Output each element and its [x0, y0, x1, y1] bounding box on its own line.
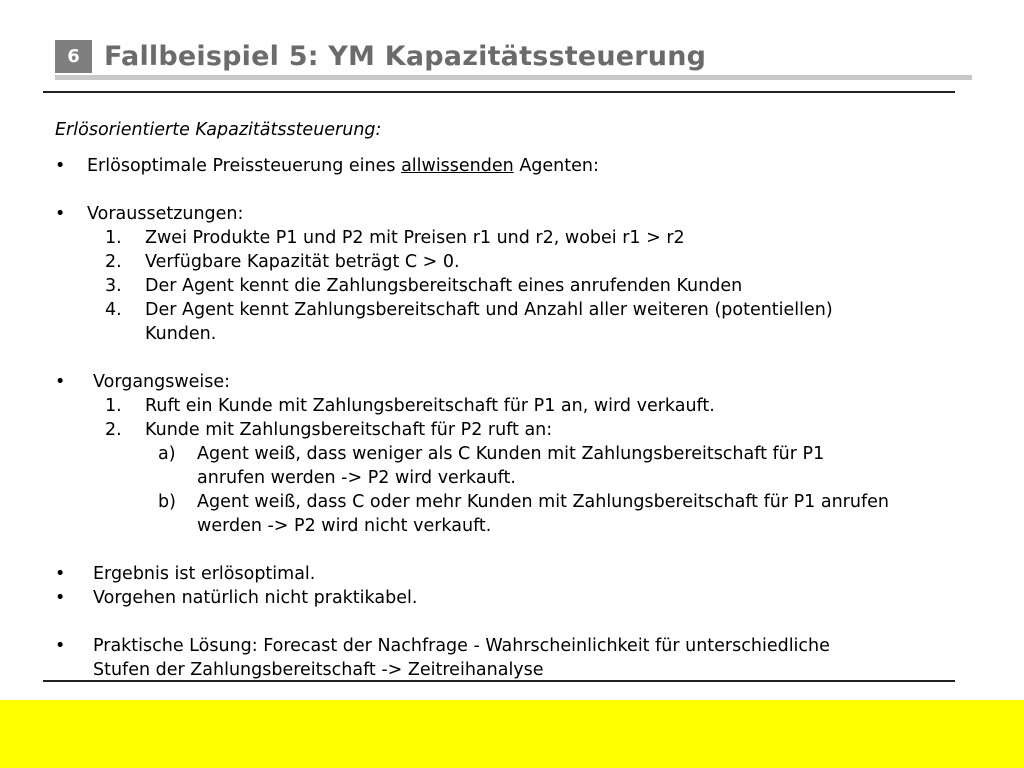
sub-list-continuation: werden -> P2 wird nicht verkauft.: [197, 516, 492, 536]
underlined-word: allwissenden: [401, 156, 514, 176]
bullet-marker: •: [55, 204, 66, 224]
sub-list-item: [55, 490, 995, 514]
list-item: [55, 226, 995, 250]
list-number: 1.: [105, 396, 122, 416]
sub-list-text: Agent weiß, dass weniger als C Kunden mit Zahlungsbereitschaft für P1: [197, 444, 825, 464]
top-divider: [43, 91, 955, 93]
list-number: 2.: [105, 252, 122, 272]
bullet-marker: •: [55, 588, 66, 608]
bullet-marker: •: [55, 564, 66, 584]
bullet-marker: •: [55, 636, 66, 656]
sub-list-item: [55, 442, 995, 466]
bullet-text: Voraussetzungen:: [87, 204, 244, 224]
bullet-marker: •: [55, 156, 66, 176]
list-item: [55, 250, 995, 274]
list-text: Zwei Produkte P1 und P2 mit Preisen r1 und r2, wobei r1 > r2: [145, 228, 685, 248]
list-text: Der Agent kennt Zahlungsbereitschaft und Anzahl aller weiteren (potentiellen): [145, 300, 833, 320]
list-item: [55, 298, 995, 322]
bullet-continuation: Stufen der Zahlungsbereitschaft -> Zeitreihanalyse: [93, 660, 544, 680]
sub-list-label: b): [158, 492, 176, 512]
list-item: [55, 274, 995, 298]
list-item: [55, 394, 995, 418]
bullet-vorgehen: [55, 586, 995, 610]
list-number: 3.: [105, 276, 122, 296]
bullet-preissteuerung: [55, 154, 995, 178]
slide-number-badge: 6: [55, 40, 92, 73]
list-item-continuation: Kunden.: [145, 324, 217, 344]
bottom-divider: [43, 680, 955, 682]
section-subhead: Erlösorientierte Kapazitätssteuerung:: [55, 120, 382, 140]
bullet-voraussetzungen: [55, 202, 995, 226]
sub-list-text: Agent weiß, dass C oder mehr Kunden mit Zahlungsbereitschaft für P1 anrufen: [197, 492, 889, 512]
bullet-praktische-loesung: [55, 634, 995, 658]
slide-body: [55, 118, 995, 682]
bullet-text: Praktische Lösung: Forecast der Nachfrage - Wahrscheinlichkeit für unterschiedliche: [93, 636, 830, 656]
list-item: [55, 418, 995, 442]
list-text: Der Agent kennt die Zahlungsbereitschaft eines anrufenden Kunden: [145, 276, 743, 296]
bullet-ergebnis: [55, 562, 995, 586]
list-number: 4.: [105, 300, 122, 320]
bullet-text: Vorgangsweise:: [93, 372, 231, 392]
list-number: 2.: [105, 420, 122, 440]
bullet-vorgangsweise: [55, 370, 995, 394]
list-number: 1.: [105, 228, 122, 248]
bullet-text-end: Agenten:: [513, 156, 599, 176]
footer-bar: [0, 700, 1024, 768]
bullet-text: Erlösoptimale Preissteuerung eines: [87, 156, 402, 176]
list-text: Verfügbare Kapazität beträgt C > 0.: [145, 252, 460, 272]
list-text: Kunde mit Zahlungsbereitschaft für P2 ruft an:: [145, 420, 553, 440]
bullet-marker: •: [55, 372, 66, 392]
list-text: Ruft ein Kunde mit Zahlungsbereitschaft für P1 an, wird verkauft.: [145, 396, 715, 416]
bullet-text: Vorgehen natürlich nicht praktikabel.: [93, 588, 418, 608]
title-underline: [55, 75, 972, 80]
slide-title: Fallbeispiel 5: YM Kapazitätssteuerung: [104, 41, 707, 72]
sub-list-continuation: anrufen werden -> P2 wird verkauft.: [197, 468, 516, 488]
bullet-text: Ergebnis ist erlösoptimal.: [93, 564, 316, 584]
sub-list-label: a): [158, 444, 176, 464]
